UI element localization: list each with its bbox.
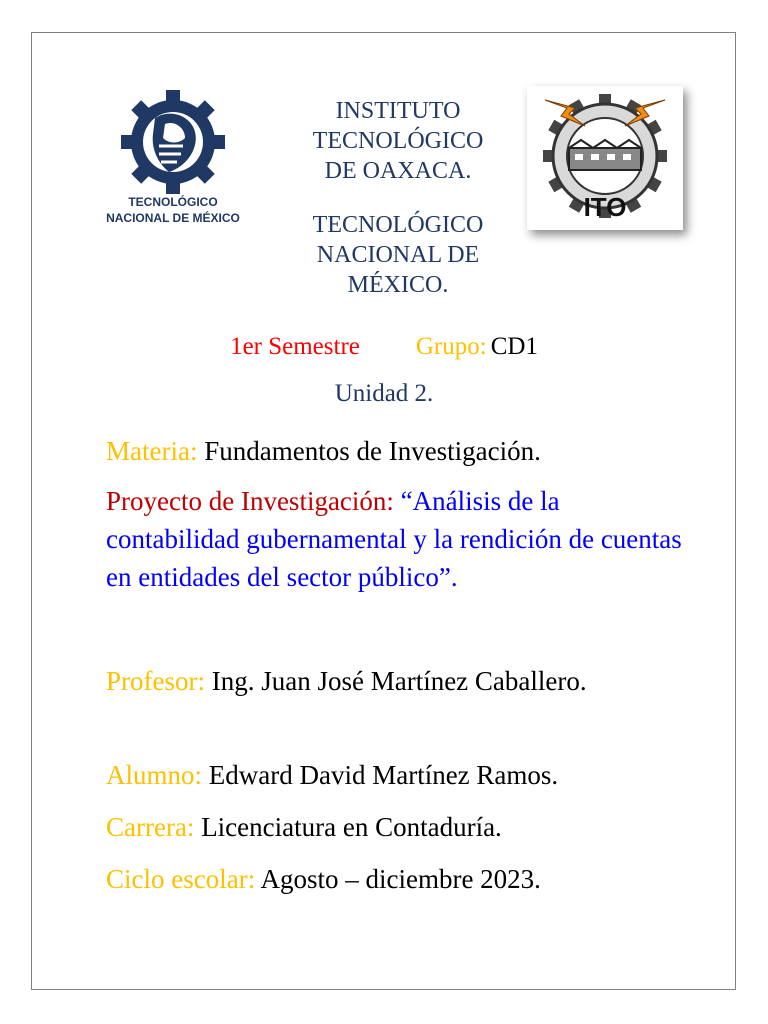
unit-title: Unidad 2. bbox=[334, 380, 434, 407]
subject-row bbox=[106, 432, 686, 470]
professor-value: Ing. Juan José Martínez Caballero. bbox=[211, 666, 587, 696]
career-label: Carrera: bbox=[106, 812, 195, 842]
subject-value: Fundamentos de Investigación. bbox=[204, 436, 541, 466]
institution-line-3: DE OAXACA. bbox=[324, 158, 472, 184]
career-row bbox=[106, 808, 686, 846]
student-label: Alumno: bbox=[106, 760, 203, 790]
project-label: Proyecto de Investigación: bbox=[106, 486, 394, 516]
group-value: CD1 bbox=[490, 333, 538, 360]
institution-line-1: INSTITUTO bbox=[335, 98, 461, 124]
institution-name bbox=[298, 96, 498, 186]
gear-factory-icon bbox=[527, 86, 683, 230]
group-label: Grupo: bbox=[415, 333, 487, 360]
institution-line-2: TECNOLÓGICO bbox=[312, 128, 484, 154]
gear-eagle-icon bbox=[97, 84, 249, 236]
school-year-value: Agosto – diciembre 2023. bbox=[260, 864, 541, 894]
school-year-label: Ciclo escolar: bbox=[106, 864, 256, 894]
semester-group-row bbox=[0, 333, 768, 361]
tecnm-logo bbox=[97, 84, 249, 236]
national-name bbox=[298, 210, 498, 300]
project-value: “Análisis de la contabilidad gubernamental y la rendición de cuentas en entidades del sector público”. bbox=[106, 486, 682, 592]
professor-label: Profesor: bbox=[106, 666, 205, 696]
semester: 1er Semestre bbox=[230, 333, 360, 360]
career-value: Licenciatura en Contaduría. bbox=[201, 812, 502, 842]
logo-left-line1: TECNOLÓGICO bbox=[128, 195, 218, 209]
ito-logo bbox=[527, 86, 683, 230]
logo-right-text: ITO bbox=[583, 192, 627, 222]
subject-label: Materia: bbox=[106, 436, 198, 466]
professor-row bbox=[106, 662, 686, 700]
institution-line-4: TECNOLÓGICO bbox=[312, 212, 484, 238]
institution-line-6: MÉXICO. bbox=[347, 272, 449, 298]
school-year-row bbox=[106, 860, 686, 898]
logo-left-line2: NACIONAL DE MÉXICO bbox=[106, 211, 240, 225]
project-row bbox=[106, 482, 686, 596]
student-value: Edward David Martínez Ramos. bbox=[208, 760, 559, 790]
student-row bbox=[106, 756, 686, 794]
institution-line-5: NACIONAL DE bbox=[316, 242, 480, 268]
